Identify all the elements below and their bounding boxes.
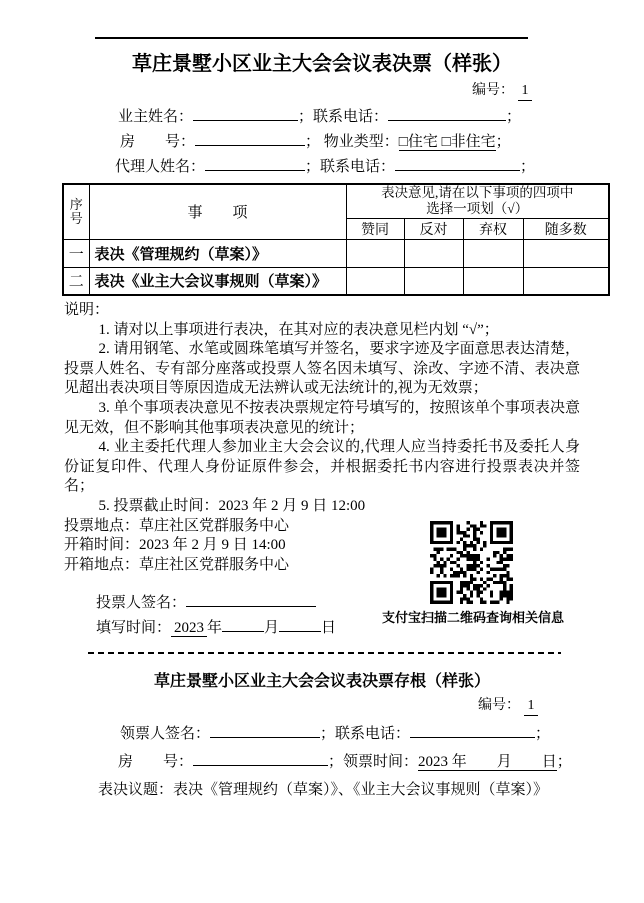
opinion-header-line1: 表决意见,请在以下事项的四项中 [381,185,574,201]
receiver-phone-label: ；联系电话： [320,726,411,742]
day-unit: 日 [321,620,337,637]
note-4: 4. 业主委托代理人参加业主大会会议的,代理人应当持委托书及委托人身份证复印件、代理人身份证原件参会，并根据委托书内容进行投票表决并签名； [64,439,580,495]
note-5-deadline: 5. 投票截止时间：2023 年 2 月 9 日 12:00 [98,497,366,514]
ballot-serial [0,82,532,101]
item-column-header: 事 项 [89,184,346,239]
vote-cell [346,239,404,267]
day-blank [279,616,321,632]
option-header-abstain: 弃权 [463,218,523,239]
vote-cell [463,267,523,295]
receive-time-label: ；领票时间： [328,754,419,770]
voter-signature-blank [186,591,316,607]
month-unit: 月 [264,620,280,637]
vote-cell [404,239,463,267]
month-blank [222,616,264,632]
stub-receiver-line [120,720,644,748]
line-end: ； [556,754,572,770]
qr-code [430,521,513,604]
topics-label: 表决议题： [98,782,174,798]
row-item: 表决《管理规约（草案）》 [89,239,346,267]
agent-name-label: 代理人姓名： [115,159,206,175]
vote-cell [463,239,523,267]
stub-serial-value: 1 [524,697,538,716]
line-end: ； [535,726,551,742]
stub-topics-line [98,776,644,804]
room-label: 房 号： [120,134,196,150]
stub-serial [0,697,538,716]
openbox-place: 开箱地点：草庄社区党群服务中心 [64,556,290,573]
opinion-header-line2: 选择一项划（√） [426,201,529,217]
qr-caption: 支付宝扫描二维码查询相关信息 [381,610,564,625]
option-header-majority: 随多数 [523,218,609,239]
serial-value: 1 [518,82,532,101]
year-unit: 年 [207,620,223,637]
serial-label: 编号： [472,83,514,98]
agent-phone-label: ；联系电话： [305,159,396,175]
stub-room-blank [193,750,328,766]
receive-time-value: 2023 年 月 日 [418,754,557,770]
voter-signature-label: 投票人签名： [96,595,187,612]
notes-title: 说明： [64,302,110,318]
note-2: 2. 请用钢笔、水笔或圆珠笔填写并签名，要求字迹及字面意思表达清楚，投票人姓名、专有部分座落或投票人签名因未填写、涂改、字迹不清、表决意见超出表决项目等原因造成无法辨认或无法统计的,视为无效票； [64,341,580,397]
vote-cell [404,267,463,295]
fill-time-label: 填写时间： [96,620,172,637]
vote-cell [346,267,404,295]
option-header-against: 反对 [404,218,463,239]
stub-title: 草庄景墅小区业主大会会议表决票存根（样张） [153,673,490,690]
owner-phone-blank [388,105,506,121]
note-1: 1. 请对以上事项进行表决，在其对应的表决意见栏内划 “√”； [98,321,499,338]
owner-info-form [0,105,644,180]
agent-line [115,155,644,180]
table-row [63,239,609,267]
vote-table [62,183,610,296]
owner-name-blank [193,105,298,121]
row-item: 表决《业主大会议事规则（草案）》 [89,267,346,295]
openbox-time: 开箱时间：2023 年 2 月 9 日 14:00 [64,537,286,554]
row-seq: 二 [63,267,89,295]
property-type-label: ； 物业类型： [305,134,399,150]
stub-room-line [118,748,644,776]
stub-serial-label: 编号： [478,698,520,713]
line-end: ； [506,109,522,125]
ballot-title: 草庄景墅小区业主大会会议表决票（样张） [132,53,512,75]
agent-phone-blank [395,155,520,171]
stub-section [0,652,644,804]
line-end: ； [495,134,511,150]
receiver-name-label: 领票人签名： [120,726,211,742]
top-rule [95,37,528,39]
opinion-header [346,184,609,218]
owner-line [118,105,644,130]
property-type-options: □住宅 □非住宅 [398,134,496,150]
owner-name-label: 业主姓名： [118,109,194,125]
line-end: ； [520,159,536,175]
room-line [120,130,644,155]
agent-name-blank [205,155,305,171]
stub-room-label: 房 号： [118,754,194,770]
topics-value: 表决《管理规约（草案）》、《业主大会议事规则（草案）》 [173,782,549,798]
room-blank [195,130,305,146]
table-row [63,267,609,295]
receiver-phone-blank [410,722,535,738]
seq-column-header: 序号 [63,184,89,239]
receiver-name-blank [210,722,320,738]
vote-cell [523,267,609,295]
owner-phone-label: ；联系电话： [298,109,389,125]
vote-cell [523,239,609,267]
fill-year-value: 2023 [171,620,207,637]
vote-place: 投票地点：草庄社区党群服务中心 [64,517,290,534]
note-3: 3. 单个事项表决意见不按表决票规定符号填写的，按照该单个事项表决意见无效，但不影响其他事项表决意见的统计； [64,399,580,436]
row-seq: 一 [63,239,89,267]
option-header-agree: 赞同 [346,218,404,239]
